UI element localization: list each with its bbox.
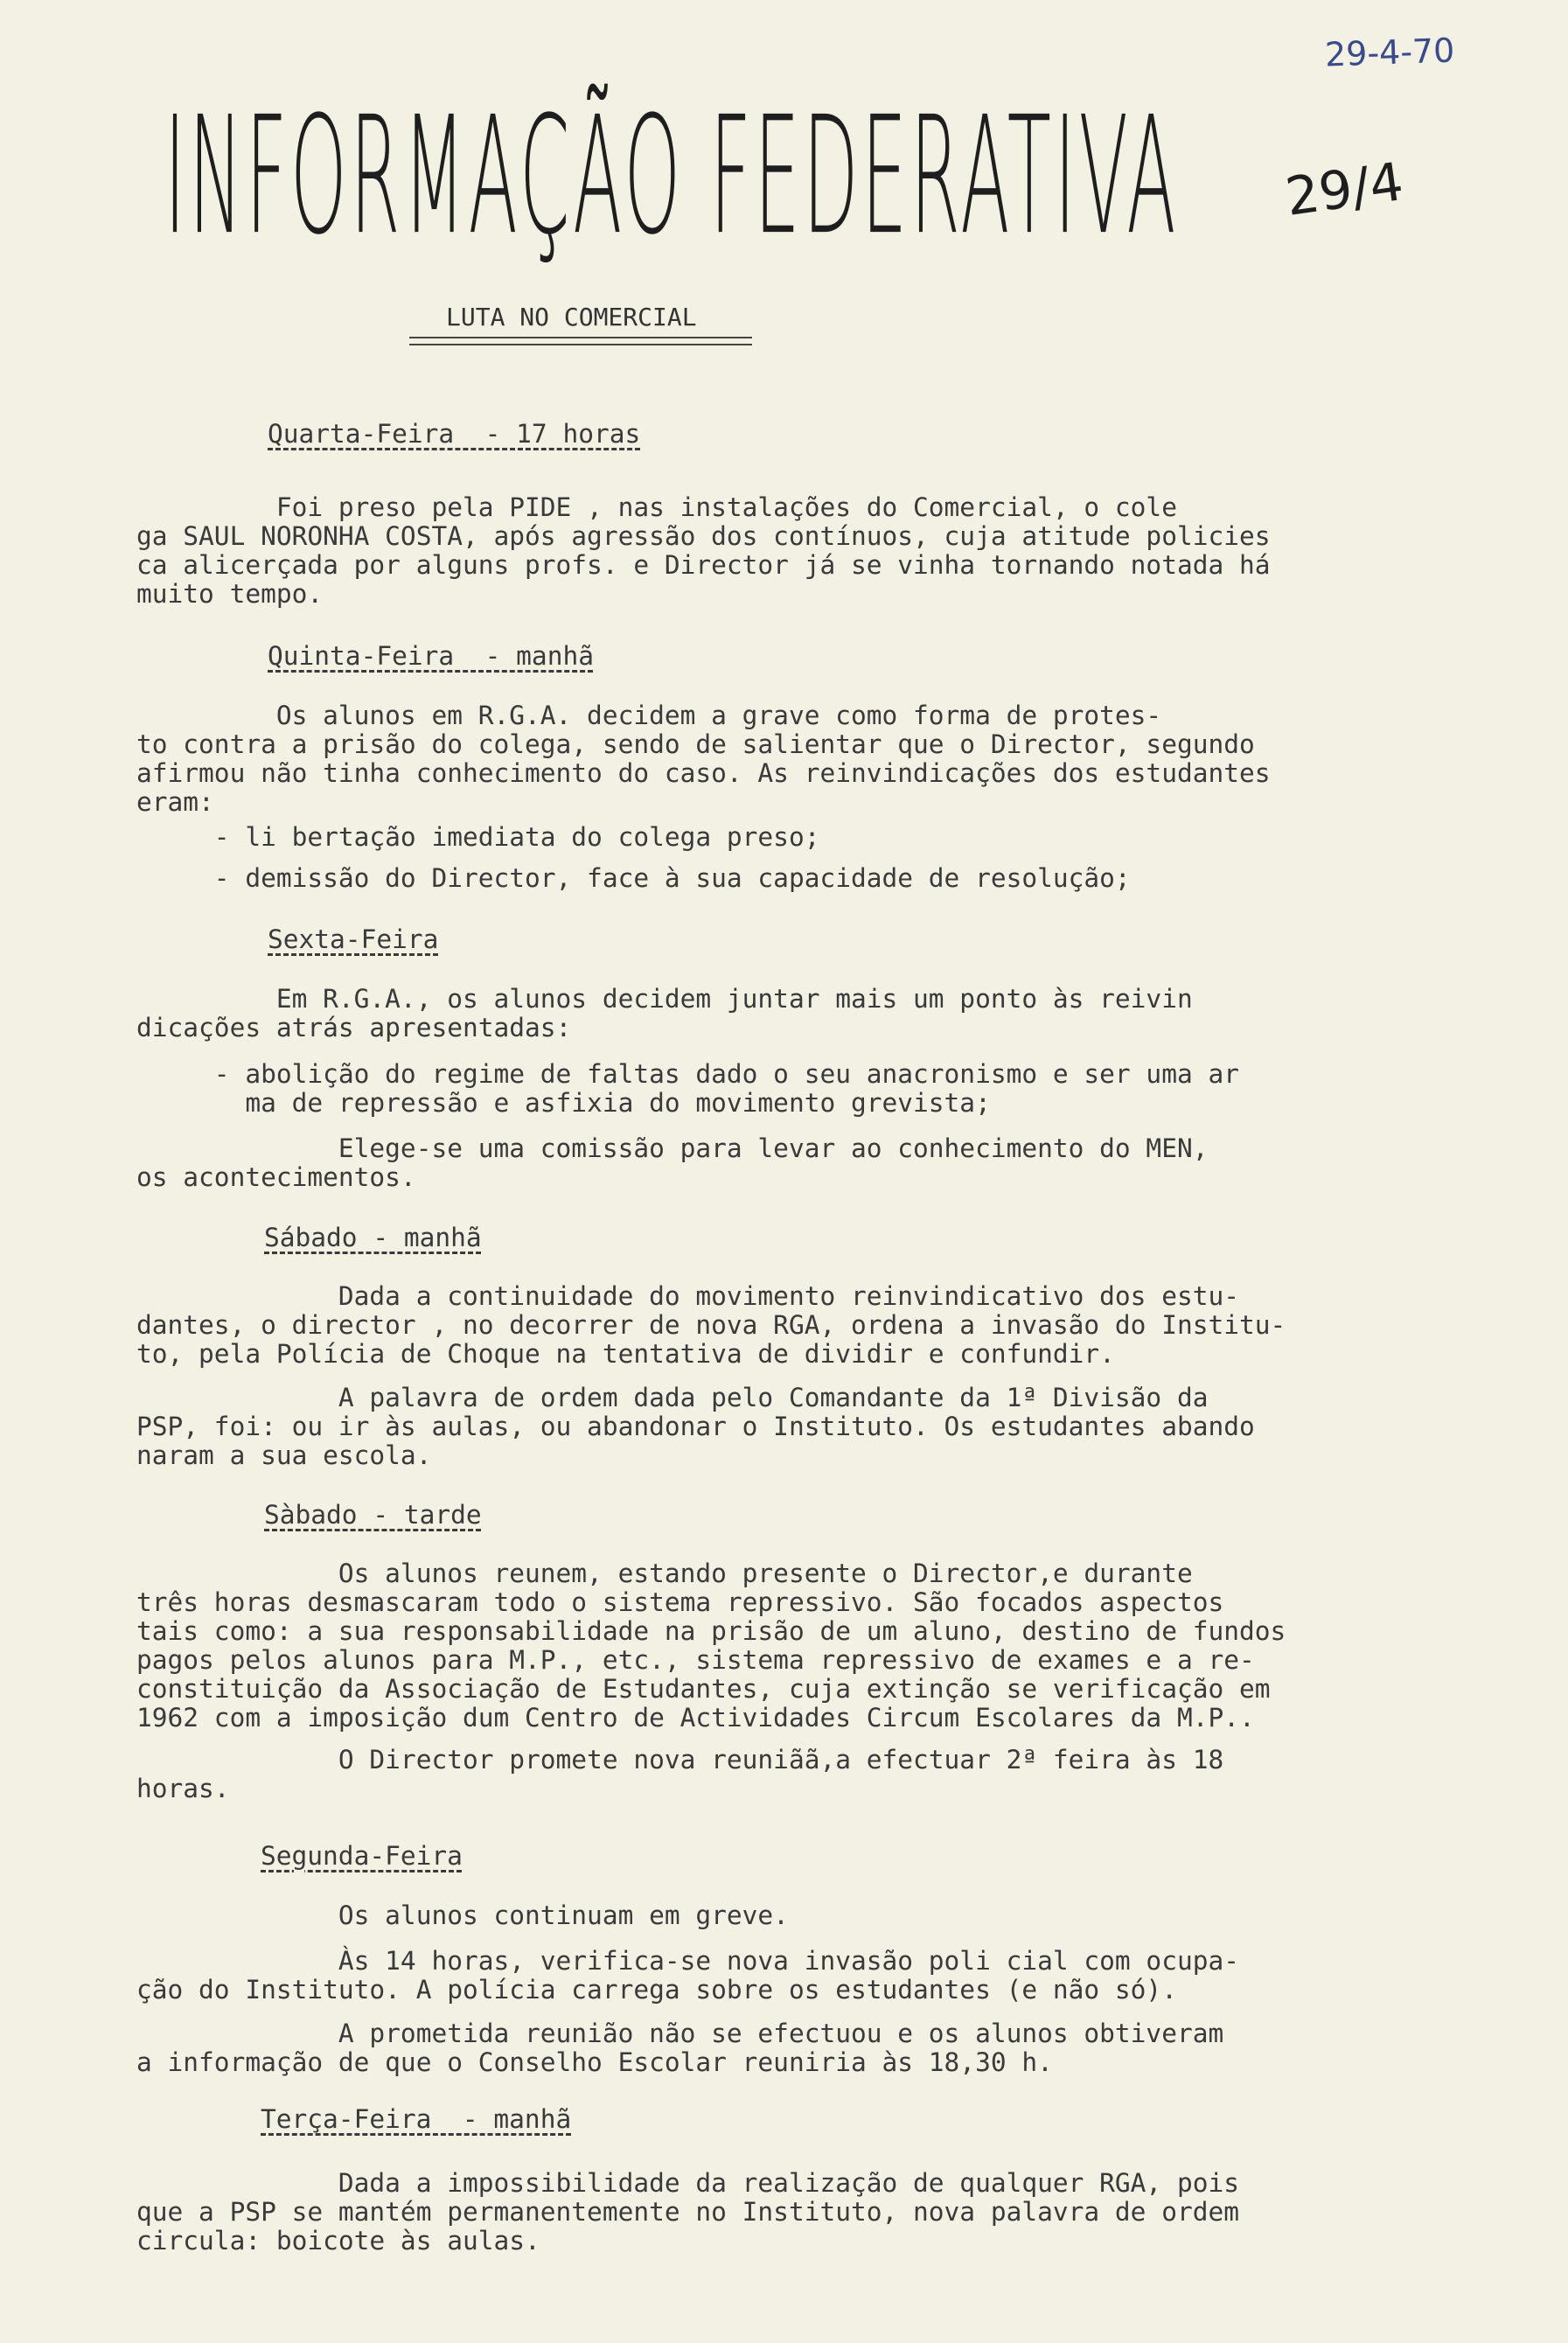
text-line: Às 14 horas, verifica-se nova invasão poli cial com ocupa- (136, 1946, 1239, 1976)
text-line: três horas desmascaram todo o sistema repressivo. São focados aspectos (136, 1587, 1224, 1617)
section-heading: Quinta-Feira - manhã (268, 641, 594, 671)
article-title: LUTA NO COMERCIAL (446, 303, 697, 331)
list-item: - demissão do Director, face à sua capacidade de resolução; (136, 863, 1131, 893)
text-line: dantes, o director , no decorrer de nova RGA, ordena a invasão do Institu- (136, 1310, 1286, 1340)
section-heading: Terça-Feira - manhã (261, 2104, 572, 2134)
text-line: ção do Instituto. A polícia carrega sobre os estudantes (e não só). (136, 1975, 1177, 2005)
section-heading: Sexta-Feira (268, 924, 439, 954)
text-line: Os alunos reunem, estando presente o Director,e durante (136, 1559, 1193, 1588)
text-line: ca alicerçada por alguns profs. e Director já se vinha tornando notada há (136, 550, 1271, 580)
text-line: A palavra de ordem dada pelo Comandante da 1ª Divisão da (136, 1383, 1209, 1412)
text-line: circula: boicote às aulas. (136, 2226, 540, 2256)
text-line: Dada a continuidade do movimento reinvindicativo dos estu- (136, 1281, 1239, 1311)
text-line: eram: (136, 787, 214, 817)
text-line: PSP, foi: ou ir às aulas, ou abandonar o Instituto. Os estudantes abando (136, 1412, 1255, 1441)
text-line: ga SAUL NORONHA COSTA, após agressão dos contínuos, cuja atitude policies (136, 521, 1271, 551)
text-line: A prometida reunião não se efectuou e os alunos obtiveram (136, 2019, 1224, 2048)
text-line: constituição da Associação de Estudantes, cuja extinção se verificação em (136, 1674, 1271, 1704)
text-line: muito tempo. (136, 579, 324, 609)
list-item: ma de repressão e asfixia do movimento grevista; (136, 1088, 991, 1118)
list-item: - li bertação imediata do colega preso; (136, 822, 820, 852)
text-line: afirmou não tinha conhecimento do caso. As reinvindicações dos estudantes (136, 758, 1271, 788)
section-heading: Segunda-Feira (261, 1841, 463, 1871)
text-line: horas. (136, 1774, 230, 1803)
title-underline-double (409, 344, 752, 345)
text-line: naram a sua escola. (136, 1440, 432, 1470)
text-line: Em R.G.A., os alunos decidem juntar mais um ponto às reivin (136, 984, 1193, 1014)
list-item: - abolição do regime de faltas dado o seu anacronismo e ser uma ar (136, 1059, 1239, 1089)
handwritten-date: 29-4-70 (1324, 31, 1456, 74)
masthead-date: 29/4 (1281, 150, 1407, 229)
text-line: dicações atrás apresentadas: (136, 1013, 572, 1042)
text-line: pagos pelos alunos para M.P., etc., sistema repressivo de exames e a re- (136, 1645, 1255, 1675)
masthead-title: INFORMAÇÃO FEDERATIVA (164, 82, 1180, 272)
text-line: 1962 com a imposição dum Centro de Actividades Circum Escolares da M.P.. (136, 1703, 1255, 1733)
section-heading: Quarta-Feira - 17 horas (268, 419, 641, 449)
text-line: to, pela Polícia de Choque na tentativa de dividir e confundir. (136, 1339, 1115, 1369)
text-line: Os alunos em R.G.A. decidem a grave como forma de protes- (136, 701, 1162, 730)
text-line: Dada a impossibilidade da realização de qualquer RGA, pois (136, 2168, 1239, 2198)
text-line: Elege-se uma comissão para levar ao conhecimento do MEN, (136, 1133, 1209, 1163)
text-line: Os alunos continuam em greve. (136, 1900, 789, 1930)
title-underline (409, 337, 752, 338)
text-line: que a PSP se mantém permanentemente no Instituto, nova palavra de ordem (136, 2197, 1239, 2227)
text-line: to contra a prisão do colega, sendo de salientar que o Director, segundo (136, 729, 1255, 759)
text-line: os acontecimentos. (136, 1162, 416, 1192)
text-line: Foi preso pela PIDE , nas instalações do Comercial, o cole (136, 492, 1177, 522)
section-heading: Sàbado - tarde (264, 1500, 482, 1530)
section-heading: Sábado - manhã (264, 1223, 482, 1252)
text-line: O Director promete nova reuniãã,a efectuar 2ª feira às 18 (136, 1745, 1224, 1775)
text-line: tais como: a sua responsabilidade na prisão de um aluno, destino de fundos (136, 1616, 1286, 1646)
text-line: a informação de que o Conselho Escolar reuniria às 18,30 h. (136, 2047, 1053, 2077)
